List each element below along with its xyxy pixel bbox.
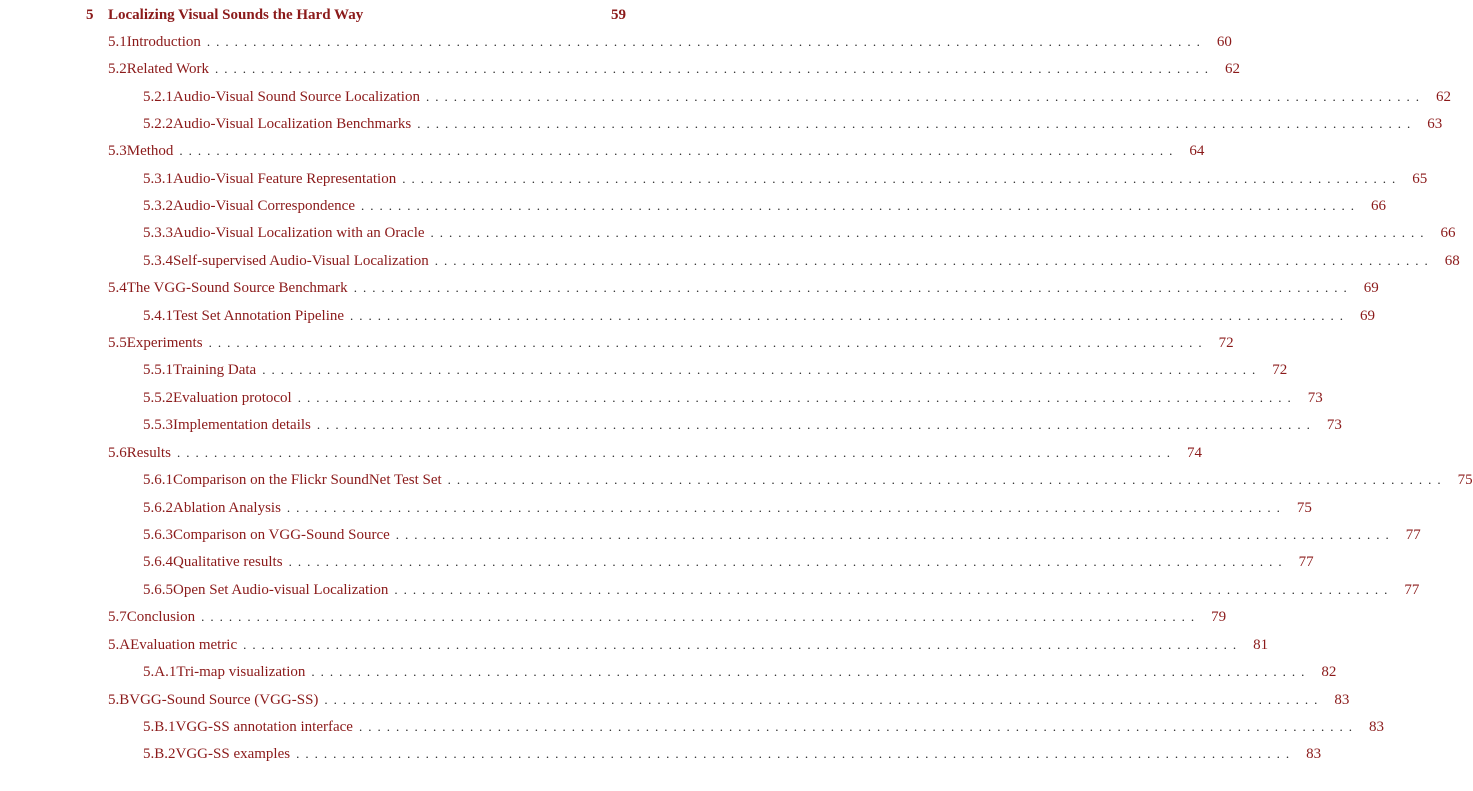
entry-number: 5.5.3 (143, 417, 173, 433)
dot-leader: ............................................................................................................ (430, 225, 1430, 240)
dot-leader: ............................................................................................................ (434, 253, 1434, 268)
entry-page: 83 (1306, 746, 1322, 762)
dot-leader: ............................................................................................................ (215, 61, 1214, 76)
entry-title: Comparison on VGG-Sound Source (173, 527, 390, 543)
entry-page: 72 (1272, 362, 1288, 378)
entry-number: 5.6.3 (143, 527, 173, 543)
entry-number: 5.B (108, 692, 130, 708)
entry-number: 5.3 (108, 143, 127, 159)
entry-number: 5.5.1 (143, 362, 173, 378)
entry-page: 65 (1412, 171, 1428, 187)
dot-leader: ............................................................................................................ (208, 335, 1208, 350)
entry-title: Conclusion (126, 609, 196, 625)
entry-page: 69 (1360, 308, 1376, 324)
entry-number: 5.A (108, 637, 131, 653)
entry-title: Tri-map visualization (176, 664, 306, 680)
entry-number: 5.3.4 (143, 253, 173, 269)
entry-title: Test Set Annotation Pipeline (173, 308, 345, 324)
toc-entry[interactable] (143, 581, 1420, 599)
toc-entry[interactable] (143, 115, 1443, 133)
entry-title: Open Set Audio-visual Localization (173, 582, 389, 598)
entry-title: Evaluation metric (130, 637, 238, 653)
entry-title: Audio-Visual Correspondence (173, 198, 355, 214)
dot-leader: ............................................................................................................ (296, 746, 1296, 761)
toc-entry[interactable] (143, 361, 1288, 379)
chapter-page: 59 (611, 7, 626, 23)
dot-leader: ............................................................................................................ (176, 445, 1176, 460)
entry-number: 5.2.1 (143, 89, 173, 105)
entry-page: 81 (1253, 637, 1269, 653)
entry-number: 5.3.1 (143, 171, 173, 187)
entry-title: Experiments (126, 335, 203, 351)
dot-leader: ............................................................................................................ (179, 143, 1179, 158)
entry-page: 66 (1440, 225, 1456, 241)
entry-page: 75 (1457, 472, 1473, 488)
entry-page: 74 (1186, 445, 1202, 461)
toc-entry[interactable] (108, 60, 1240, 78)
entry-title: Introduction (126, 34, 201, 50)
chapter-title: Localizing Visual Sounds the Hard Way (108, 7, 364, 23)
entry-page: 83 (1368, 719, 1384, 735)
toc-entry[interactable] (143, 88, 1451, 106)
entry-title: VGG-SS examples (175, 746, 291, 762)
dot-leader: ............................................................................................................ (316, 417, 1316, 432)
dot-leader: ............................................................................................................ (360, 198, 1360, 213)
toc-entry[interactable] (143, 389, 1323, 407)
toc-entry[interactable] (143, 745, 1322, 763)
toc-entry[interactable] (143, 499, 1312, 517)
entry-title: Training Data (173, 362, 257, 378)
entry-number: 5.6.1 (143, 472, 173, 488)
dot-leader: ............................................................................................................ (353, 280, 1353, 295)
entry-number: 5.5 (108, 335, 127, 351)
entry-title: VGG-Sound Source (VGG-SS) (129, 692, 319, 708)
entry-page: 64 (1189, 143, 1205, 159)
toc-entry[interactable] (143, 663, 1337, 681)
entry-page: 69 (1363, 280, 1379, 296)
toc-entry[interactable] (108, 608, 1227, 626)
entry-number: 5.B.1 (143, 719, 176, 735)
entry-number: 5.4.1 (143, 308, 173, 324)
toc-entry[interactable] (108, 636, 1269, 654)
entry-page: 82 (1321, 664, 1337, 680)
toc-entry[interactable] (143, 471, 1473, 489)
entry-number: 5.7 (108, 609, 127, 625)
dot-leader: ............................................................................................................ (395, 527, 1395, 542)
toc-entry[interactable] (143, 526, 1421, 544)
dot-leader: ............................................................................................................ (447, 472, 1447, 487)
dot-leader: ............................................................................................................ (288, 554, 1288, 569)
entry-page: 72 (1218, 335, 1234, 351)
entry-number: 5.6.4 (143, 554, 173, 570)
entry-page: 68 (1444, 253, 1460, 269)
toc-entry[interactable] (143, 197, 1386, 215)
dot-leader: ............................................................................................................ (297, 390, 1297, 405)
entry-title: Comparison on the Flickr SoundNet Test Set (173, 472, 442, 488)
entry-title: Evaluation protocol (173, 390, 292, 406)
entry-number: 5.6 (108, 445, 127, 461)
toc-entry[interactable] (143, 416, 1342, 434)
entry-number: 5.2 (108, 61, 127, 77)
entry-title: Qualitative results (173, 554, 283, 570)
dot-leader: ............................................................................................................ (394, 582, 1394, 597)
entry-number: 5.3.3 (143, 225, 173, 241)
entry-page: 63 (1427, 116, 1443, 132)
toc-entry[interactable] (143, 224, 1456, 242)
toc-entry[interactable] (108, 279, 1379, 297)
entry-page: 83 (1334, 692, 1350, 708)
entry-number: 5.2.2 (143, 116, 173, 132)
dot-leader: ............................................................................................................ (201, 609, 1201, 624)
toc-entry[interactable] (143, 252, 1460, 270)
entry-title: Self-supervised Audio-Visual Localization (173, 253, 429, 269)
toc-entry[interactable] (108, 444, 1202, 462)
dot-leader: ............................................................................................................ (417, 116, 1417, 131)
toc-entry[interactable] (143, 718, 1384, 736)
entry-title: Method (126, 143, 174, 159)
dot-leader: ............................................................................................................ (425, 89, 1425, 104)
dot-leader: ............................................................................................................ (262, 362, 1262, 377)
entry-page: 60 (1216, 34, 1232, 50)
toc-entry[interactable] (143, 170, 1428, 188)
entry-number: 5.6.5 (143, 582, 173, 598)
entry-title: Implementation details (173, 417, 311, 433)
dot-leader: ............................................................................................................ (402, 171, 1402, 186)
dot-leader: ............................................................................................................ (350, 308, 1350, 323)
toc-entry[interactable] (108, 691, 1350, 709)
entry-title: Audio-Visual Sound Source Localization (173, 89, 420, 105)
entry-title: Audio-Visual Feature Representation (173, 171, 397, 187)
entry-number: 5.3.2 (143, 198, 173, 214)
entry-page: 77 (1404, 582, 1420, 598)
dot-leader: ............................................................................................................ (206, 34, 1206, 49)
entry-page: 77 (1298, 554, 1314, 570)
entry-page: 62 (1435, 89, 1451, 105)
entry-title: The VGG-Sound Source Benchmark (126, 280, 348, 296)
entry-number: 5.6.2 (143, 500, 173, 516)
dot-leader: ............................................................................................................ (243, 637, 1243, 652)
entry-page: 79 (1211, 609, 1227, 625)
entry-page: 62 (1225, 61, 1240, 77)
entry-number: 5.A.1 (143, 664, 177, 680)
entry-title: Audio-Visual Localization Benchmarks (173, 116, 412, 132)
entry-page: 73 (1326, 417, 1342, 433)
toc-entry[interactable] (143, 307, 1376, 325)
toc-entry[interactable] (108, 33, 1232, 51)
entry-page: 73 (1307, 390, 1323, 406)
entry-page: 66 (1370, 198, 1386, 214)
entry-number: 5.B.2 (143, 746, 176, 762)
entry-number: 5.4 (108, 280, 127, 296)
toc-entry[interactable] (108, 334, 1234, 352)
toc-entry[interactable] (108, 142, 1205, 160)
dot-leader: ............................................................................................................ (358, 719, 1358, 734)
entry-title: VGG-SS annotation interface (175, 719, 353, 735)
entry-number: 5.1 (108, 34, 127, 50)
entry-title: Results (126, 445, 171, 461)
entry-page: 77 (1405, 527, 1421, 543)
entry-title: Related Work (126, 61, 209, 77)
entry-title: Audio-Visual Localization with an Oracle (173, 225, 425, 241)
toc-chapter-entry[interactable] (86, 6, 626, 24)
dot-leader: ............................................................................................................ (324, 692, 1324, 707)
entry-page: 75 (1296, 500, 1312, 516)
toc-entry[interactable] (143, 553, 1314, 571)
entry-number: 5.5.2 (143, 390, 173, 406)
entry-title: Ablation Analysis (173, 500, 281, 516)
dot-leader: ............................................................................................................ (311, 664, 1311, 679)
dot-leader: ............................................................................................................ (286, 500, 1286, 515)
chapter-number: 5 (86, 7, 94, 23)
